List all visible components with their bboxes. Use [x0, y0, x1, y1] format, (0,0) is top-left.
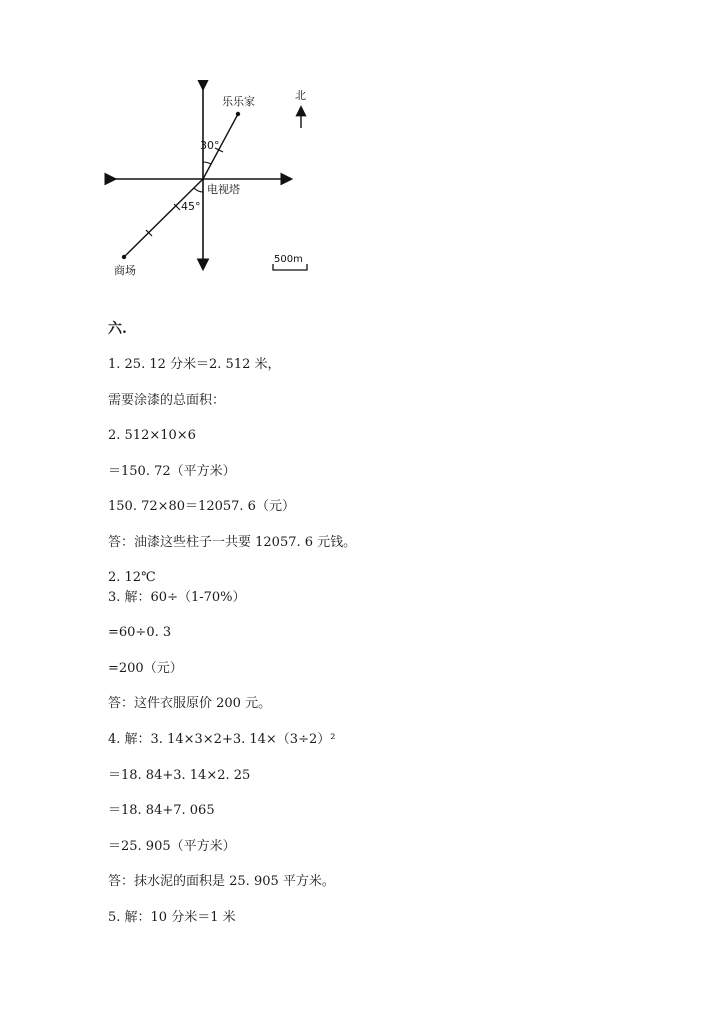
solution-line: 4. 解：3. 14×3×2+3. 14×（3÷2）² — [108, 732, 336, 747]
line-to-mall — [124, 179, 203, 257]
solution-line: 答：这件衣服原价 200 元。 — [108, 696, 272, 711]
solution-line: ＝150. 72（平方米） — [108, 464, 236, 479]
solution-line: 3. 解：60÷（1-70%） — [108, 590, 246, 605]
tv-tower-label: 电视塔 — [207, 183, 240, 196]
lele-home-point — [236, 112, 240, 116]
north-label: 北 — [295, 89, 306, 102]
solution-line: 150. 72×80＝12057. 6（元） — [108, 499, 295, 514]
direction-diagram — [100, 80, 340, 290]
solution-line: ＝18. 84+7. 065 — [108, 803, 215, 818]
section-heading: 六. — [108, 321, 127, 337]
mall-label: 商场 — [114, 264, 136, 277]
scale-label: 500m — [274, 254, 303, 265]
solution-line: 2. 12℃ — [108, 570, 156, 585]
mall-point — [122, 255, 126, 259]
solution-line: 1. 25. 12 分米＝2. 512 米， — [108, 357, 281, 372]
solution-line: ＝25. 905（平方米） — [108, 839, 236, 854]
solution-line: 2. 512×10×6 — [108, 428, 196, 443]
solution-line: 答：油漆这些柱子一共要 12057. 6 元钱。 — [108, 535, 357, 550]
solution-line: =60÷0. 3 — [108, 625, 172, 640]
lele-home-label: 乐乐家 — [222, 95, 255, 108]
angle-arc-45 — [194, 188, 203, 192]
solution-line: =200（元） — [108, 661, 183, 676]
angle-30-label: 30° — [200, 139, 220, 152]
solution-line: 5. 解：10 分米＝1 米 — [108, 910, 236, 925]
solution-line: 需要涂漆的总面积： — [108, 393, 226, 408]
solution-line: 答：抹水泥的面积是 25. 905 平方米。 — [108, 874, 335, 889]
angle-arc-30 — [203, 162, 211, 164]
angle-45-label: 45° — [181, 200, 201, 213]
solution-line: ＝18. 84+3. 14×2. 25 — [108, 768, 251, 783]
